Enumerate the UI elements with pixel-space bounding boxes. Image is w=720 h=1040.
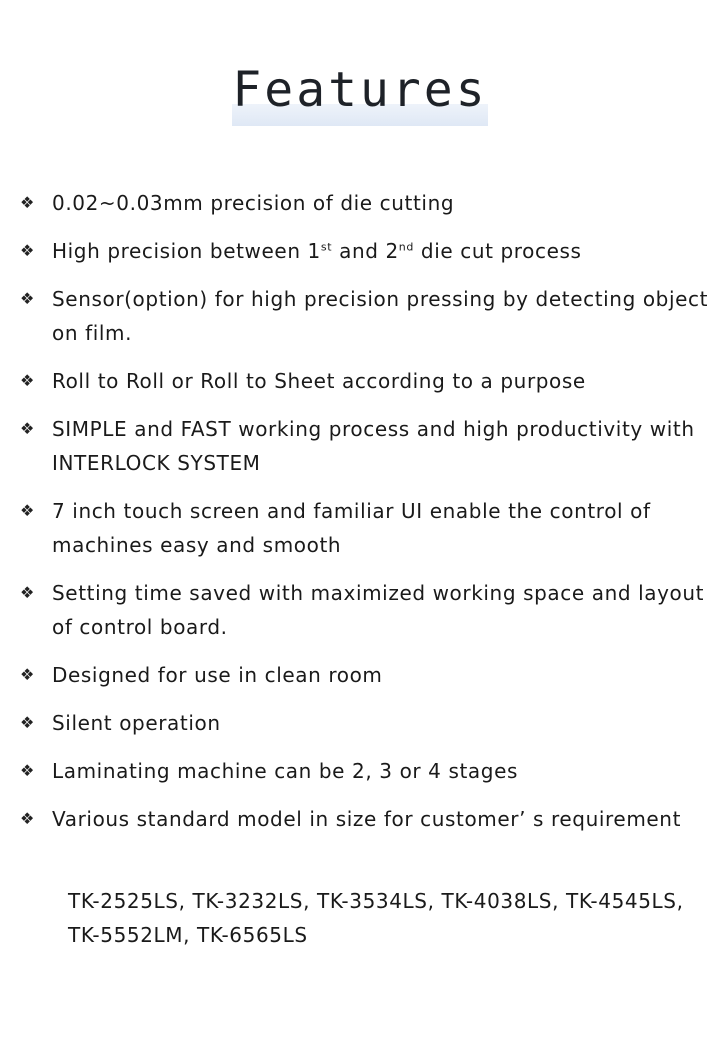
feature-text: 0.02~0.03mm precision of die cutting xyxy=(52,191,455,215)
feature-text: Roll to Roll or Roll to Sheet according to a purpose xyxy=(52,369,586,393)
list-item xyxy=(20,706,710,740)
feature-list xyxy=(20,186,710,850)
four-diamond-bullet-icon: ❖ xyxy=(20,193,35,212)
feature-text: Sensor(option) for high precision pressing by detecting object on film. xyxy=(52,287,709,345)
ordinal-suffix: nd xyxy=(398,240,414,254)
feature-text: Silent operation xyxy=(52,711,221,735)
four-diamond-bullet-icon: ❖ xyxy=(20,809,35,828)
feature-text-part: die cut process xyxy=(413,239,582,263)
feature-text: SIMPLE and FAST working process and high productivity with INTERLOCK SYSTEM xyxy=(52,417,695,475)
feature-text: Setting time saved with maximized working space and layout of control board. xyxy=(52,581,705,639)
four-diamond-bullet-icon: ❖ xyxy=(20,501,35,520)
feature-text: Various standard model in size for customer’ s requirement xyxy=(52,807,682,831)
list-item xyxy=(20,234,710,268)
feature-text: Designed for use in clean room xyxy=(52,663,383,687)
four-diamond-bullet-icon: ❖ xyxy=(20,713,35,732)
four-diamond-bullet-icon: ❖ xyxy=(20,289,35,308)
ordinal-suffix: st xyxy=(320,240,333,254)
title-container xyxy=(0,62,720,118)
four-diamond-bullet-icon: ❖ xyxy=(20,241,35,260)
four-diamond-bullet-icon: ❖ xyxy=(20,371,35,390)
feature-text: 7 inch touch screen and familiar UI enable the control of machines easy and smooth xyxy=(52,499,651,557)
list-item xyxy=(20,186,710,220)
feature-text-part: and 2 xyxy=(332,239,399,263)
model-list: TK-2525LS, TK-3232LS, TK-3534LS, TK-4038LS, TK-4545LS, TK-5552LM, TK-6565LS xyxy=(68,889,684,947)
page-title: Features xyxy=(232,62,488,118)
feature-text xyxy=(52,234,710,268)
list-item xyxy=(20,802,710,836)
list-item xyxy=(20,282,710,350)
four-diamond-bullet-icon: ❖ xyxy=(20,583,35,602)
four-diamond-bullet-icon: ❖ xyxy=(20,665,35,684)
feature-text-part: High precision between 1 xyxy=(52,239,321,263)
four-diamond-bullet-icon: ❖ xyxy=(20,419,35,438)
list-item xyxy=(20,754,710,788)
list-item xyxy=(20,412,710,480)
feature-text: Laminating machine can be 2, 3 or 4 stages xyxy=(52,759,519,783)
list-item xyxy=(20,364,710,398)
list-item xyxy=(20,576,710,644)
list-item xyxy=(20,494,710,562)
list-item xyxy=(20,658,710,692)
four-diamond-bullet-icon: ❖ xyxy=(20,761,35,780)
